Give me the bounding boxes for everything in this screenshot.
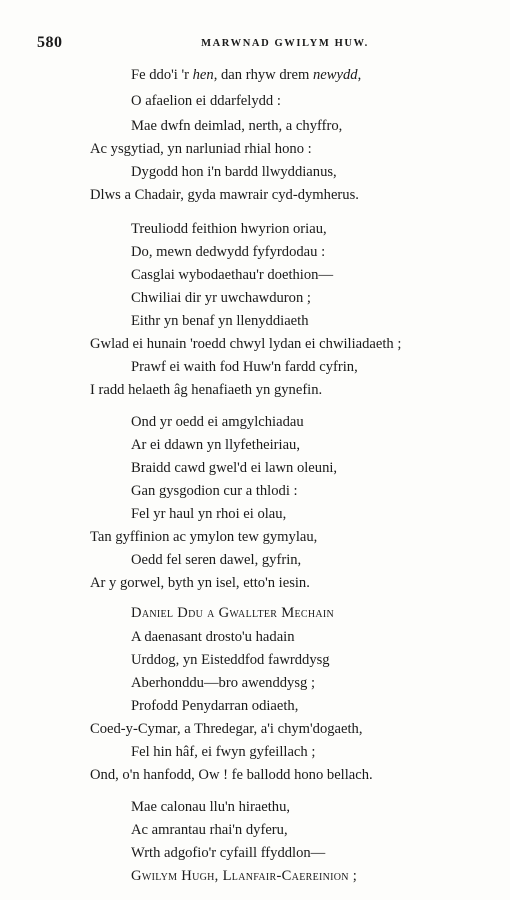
- verse-line: Profodd Penydarran odiaeth,: [131, 698, 299, 714]
- verse-line: A daenasant drosto'u hadain: [131, 629, 295, 645]
- verse-line: Wrth adgofio'r cyfaill ffyddlon—: [131, 845, 326, 861]
- page-number: 580: [37, 34, 63, 51]
- verse-line: Gwlad ei hunain 'roedd chwyl lydan ei chwiliadaeth ;: [90, 336, 402, 352]
- verse-line: Casglai wybodaethau'r doethion—: [131, 267, 334, 283]
- verse-line: Braidd cawd gwel'd ei lawn oleuni,: [131, 460, 338, 476]
- running-title: MARWNAD GWILYM HUW.: [201, 38, 369, 49]
- verse-line: Ac ysgytiad, yn narluniad rhial hono :: [90, 141, 312, 157]
- verse-line: Aberhonddu—bro awenddysg ;: [131, 675, 316, 691]
- verse-line: Do, mewn dedwydd fyfyrdodau :: [131, 244, 326, 260]
- verse-line: Gwilym Hugh, Llanfair-Caereinion ;: [131, 868, 358, 884]
- verse-line: Gan gysgodion cur a thlodi :: [131, 483, 298, 499]
- verse-line: Ond, o'n hanfodd, Ow ! fe ballodd hono bellach.: [90, 767, 373, 783]
- verse-line: Fel yr haul yn rhoi ei olau,: [131, 506, 287, 522]
- verse-line: Fel hin hâf, ei fwyn gyfeillach ;: [131, 744, 316, 760]
- verse-line: O afaelion ei ddarfelydd :: [131, 93, 281, 109]
- verse-line: I radd helaeth âg henafiaeth yn gynefin.: [90, 382, 323, 398]
- verse-line: Treuliodd feithion hwyrion oriau,: [131, 221, 327, 237]
- verse-line: Chwiliai dir yr uwchawduron ;: [131, 290, 311, 306]
- verse-line: Ond yr oedd ei amgylchiadau: [131, 414, 304, 430]
- verse-line: Daniel Ddu a Gwallter Mechain: [131, 605, 335, 621]
- verse-line: Ar ei ddawn yn llyfetheiriau,: [131, 437, 300, 453]
- verse-line: Eithr yn benaf yn llenyddiaeth: [131, 313, 309, 329]
- verse-line: Coed-y-Cymar, a Thredegar, a'i chym'dogaeth,: [90, 721, 363, 737]
- verse-line: Ac amrantau rhai'n dyferu,: [131, 822, 288, 838]
- verse-line: Ar y gorwel, byth yn isel, etto'n iesin.: [90, 575, 310, 591]
- verse-line: Prawf ei waith fod Huw'n fardd cyfrin,: [131, 359, 358, 375]
- verse-line: Tan gyffinion ac ymylon tew gymylau,: [90, 529, 318, 545]
- verse-line: Urddog, yn Eisteddfod fawrddysg: [131, 652, 330, 668]
- verse-line: Mae calonau llu'n hiraethu,: [131, 799, 291, 815]
- verse-line: Dlws a Chadair, gyda mawrair cyd-dymherus.: [90, 187, 359, 203]
- verse-line: Mae dwfn deimlad, nerth, a chyffro,: [131, 118, 343, 134]
- verse-line: Dygodd hon i'n bardd llwyddianus,: [131, 164, 337, 180]
- verse-line: Oedd fel seren dawel, gyfrin,: [131, 552, 302, 568]
- verse-line: Fe ddo'i 'r hen, dan rhyw drem newydd,: [131, 67, 362, 83]
